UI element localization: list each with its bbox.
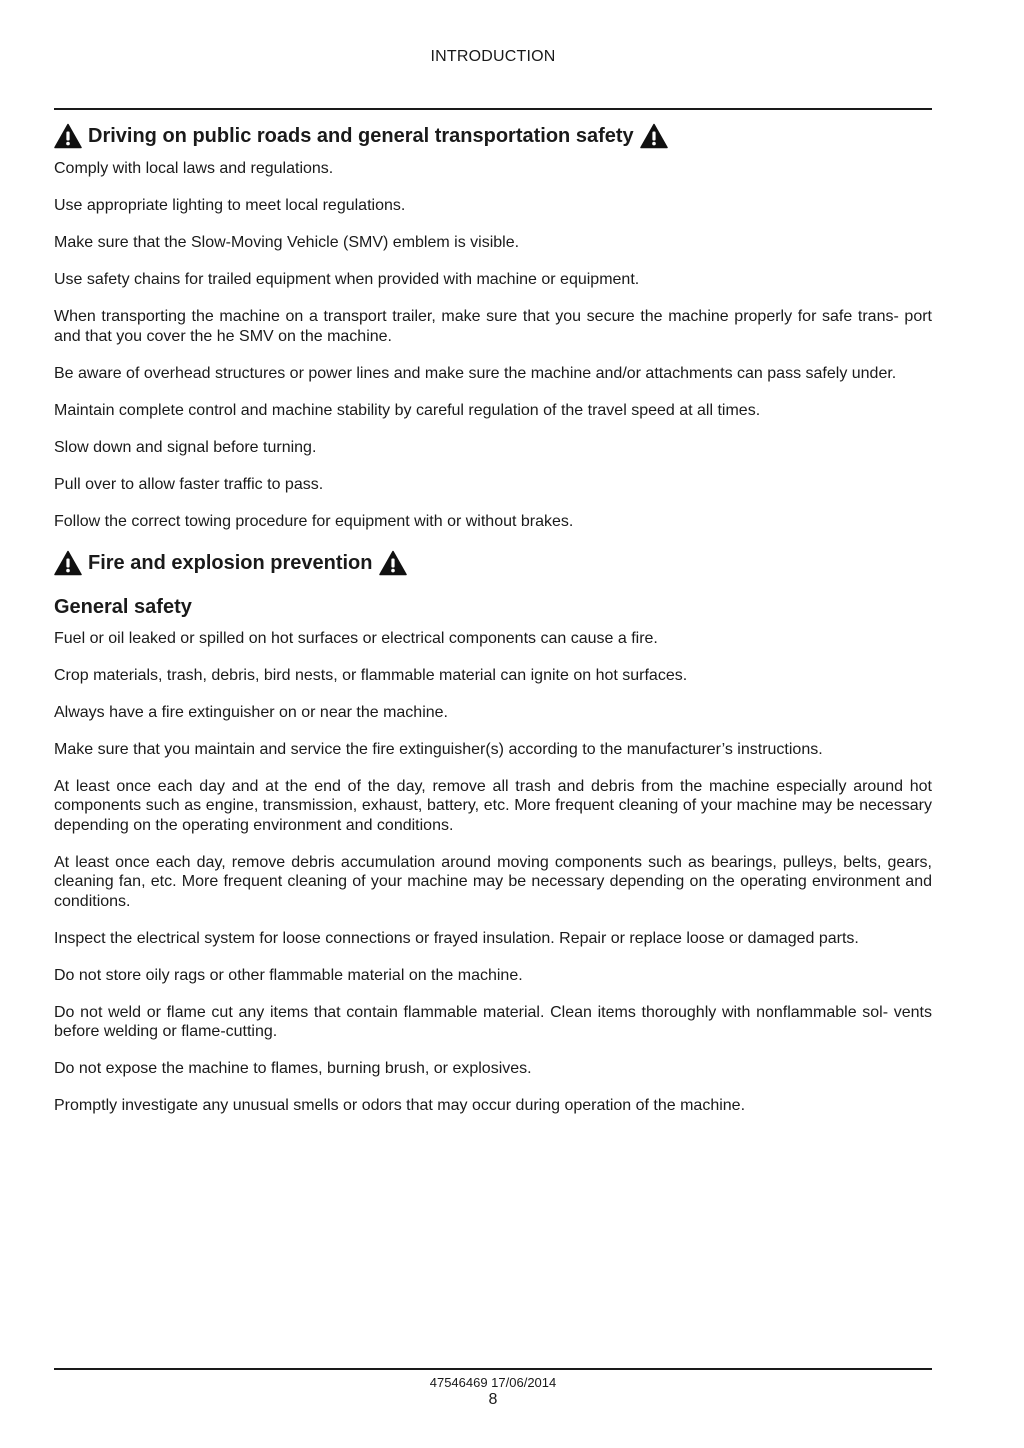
section-heading-text: Driving on public roads and general transportation safety (88, 125, 634, 147)
page-content (54, 118, 932, 1133)
paragraph: At least once each day, remove debris accumulation around moving components such as bearings, pulleys, belts, gears, cleaning fan, etc. More frequent cleaning of your machine may be necessary depending on the operating environment and conditions. (54, 853, 932, 910)
paragraph: When transporting the machine on a transport trailer, make sure that you secure the machine properly for safe trans- port and that you cover the he SMV on the machine. (54, 308, 932, 345)
warning-triangle-icon (379, 550, 407, 576)
subheading-general-safety: General safety (54, 595, 192, 618)
paragraph: Crop materials, trash, debris, bird nests, or flammable material can ignite on hot surfaces. (54, 666, 688, 684)
warning-triangle-icon (54, 123, 82, 149)
paragraph: Pull over to allow faster traffic to pass. (54, 475, 324, 493)
paragraph: Be aware of overhead structures or power lines and make sure the machine and/or attachments can pass safely under. (54, 364, 897, 382)
paragraph: Use appropriate lighting to meet local regulations. (54, 197, 406, 214)
paragraph: Do not weld or flame cut any items that contain flammable material. Clean items thoroughly with nonflammable sol- vents before welding or flame-cutting. (54, 1003, 932, 1040)
road-safety-paragraphs (54, 159, 932, 531)
paragraph: Follow the correct towing procedure for equipment with or without brakes. (54, 512, 574, 530)
paragraph: Maintain complete control and machine stability by careful regulation of the travel speed at all times. (54, 401, 761, 419)
header-rule (54, 108, 932, 110)
section-heading-road-safety (54, 122, 932, 150)
warning-triangle-icon (640, 123, 668, 149)
paragraph: Comply with local laws and regulations. (54, 160, 334, 177)
fire-prevention-paragraphs (54, 629, 932, 1116)
paragraph: Make sure that the Slow-Moving Vehicle (SMV) emblem is visible. (54, 234, 520, 251)
paragraph: Slow down and signal before turning. (54, 438, 317, 456)
paragraph: Use safety chains for trailed equipment when provided with machine or equipment. (54, 271, 640, 288)
running-header: INTRODUCTION (430, 48, 556, 65)
paragraph: Always have a fire extinguisher on or near the machine. (54, 703, 448, 721)
page-number: 8 (488, 1391, 498, 1408)
document-code: 47546469 17/06/2014 (429, 1375, 557, 1390)
section-heading-fire-prevention (54, 549, 932, 577)
paragraph: Do not expose the machine to flames, burning brush, or explosives. (54, 1060, 532, 1077)
paragraph: Make sure that you maintain and service the fire extinguisher(s) according to the manufacturer’s instructions. (54, 740, 823, 758)
paragraph: Inspect the electrical system for loose connections or frayed insulation. Repair or replace loose or damaged parts. (54, 929, 859, 947)
warning-triangle-icon (54, 550, 82, 576)
paragraph: Fuel or oil leaked or spilled on hot surfaces or electrical components can cause a fire. (54, 629, 658, 647)
paragraph: Do not store oily rags or other flammable material on the machine. (54, 966, 523, 984)
paragraph: Promptly investigate any unusual smells or odors that may occur during operation of the machine. (54, 1097, 746, 1114)
section-heading-text: Fire and explosion prevention (88, 551, 373, 574)
footer-rule (54, 1368, 932, 1370)
paragraph: At least once each day and at the end of the day, remove all trash and debris from the machine especially around hot components such as engine, transmission, exhaust, battery, etc. More frequent cleaning of your machine may be necessary depending on the operating environment and conditions. (54, 777, 932, 834)
